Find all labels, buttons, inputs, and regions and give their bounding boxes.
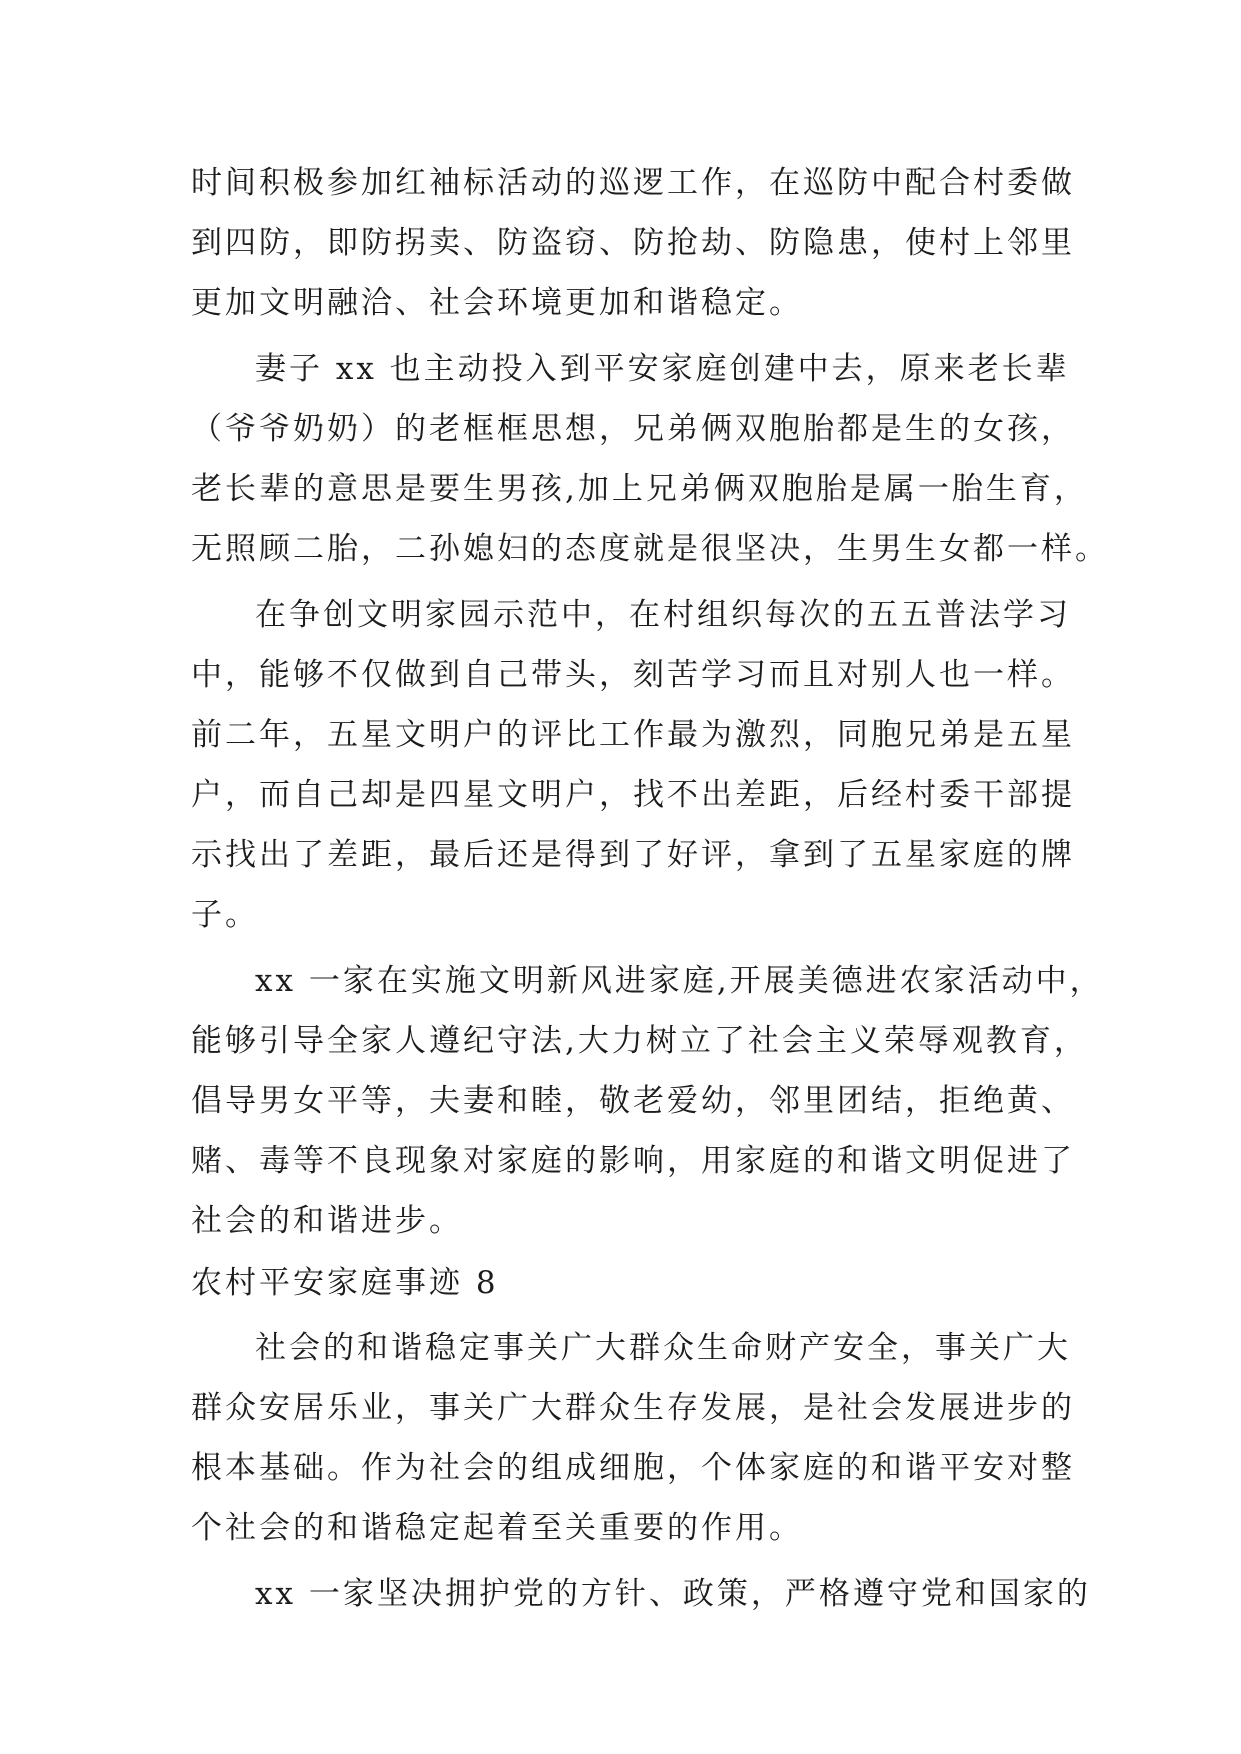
text-line: 示找出了差距，最后还是得到了好评，拿到了五星家庭的牌	[191, 837, 1075, 873]
text-line: 中，能够不仅做到自己带头，刻苦学习而且对别人也一样。	[191, 657, 1075, 693]
text-line: 社会的和谐进步。	[191, 1203, 463, 1239]
text-line: 个社会的和谐稳定起着至关重要的作用。	[191, 1510, 803, 1546]
text-line: 更加文明融洽、社会环境更加和谐稳定。	[191, 285, 803, 321]
paragraph-first-line: 社会的和谐稳定事关广大群众生命财产安全，事关广大	[255, 1330, 1071, 1366]
text-line: 老长辈的意思是要生男孩,加上兄弟俩双胞胎是属一胎生育，	[191, 471, 1088, 507]
text-line: （爷爷奶奶）的老框框思想，兄弟俩双胞胎都是生的女孩，	[191, 411, 1075, 447]
text-line: 到四防，即防拐卖、防盗窃、防抢劫、防隐患，使村上邻里	[191, 225, 1075, 261]
section-heading: 农村平安家庭事迹 8	[191, 1265, 499, 1301]
text-line: 根本基础。作为社会的组成细胞，个体家庭的和谐平安对整	[191, 1450, 1075, 1486]
text-line: 时间积极参加红袖标活动的巡逻工作，在巡防中配合村委做	[191, 165, 1075, 201]
text-line: 前二年，五星文明户的评比工作最为激烈，同胞兄弟是五星	[191, 717, 1075, 753]
text-line: 户，而自己却是四星文明户，找不出差距，后经村委干部提	[191, 777, 1075, 813]
text-line: 无照顾二胎，二孙媳妇的态度就是很坚决，生男生女都一样。	[191, 531, 1109, 567]
paragraph-first-line: xx 一家坚决拥护党的方针、政策，严格遵守党和国家的	[255, 1576, 1091, 1612]
text-line: 群众安居乐业，事关广大群众生存发展，是社会发展进步的	[191, 1390, 1075, 1426]
text-line: 子。	[191, 897, 259, 933]
text-line: 倡导男女平等，夫妻和睦，敬老爱幼，邻里团结，拒绝黄、	[191, 1083, 1075, 1119]
paragraph-first-line: 妻子 xx 也主动投入到平安家庭创建中去，原来老长辈	[255, 351, 1070, 387]
paragraph-first-line: 在争创文明家园示范中，在村组织每次的五五普法学习	[255, 597, 1071, 633]
text-line: 赌、毒等不良现象对家庭的影响，用家庭的和谐文明促进了	[191, 1143, 1075, 1179]
paragraph-first-line: xx 一家在实施文明新风进家庭,开展美德进农家活动中，	[255, 963, 1104, 999]
text-line: 能够引导全家人遵纪守法,大力树立了社会主义荣辱观教育，	[191, 1023, 1088, 1059]
